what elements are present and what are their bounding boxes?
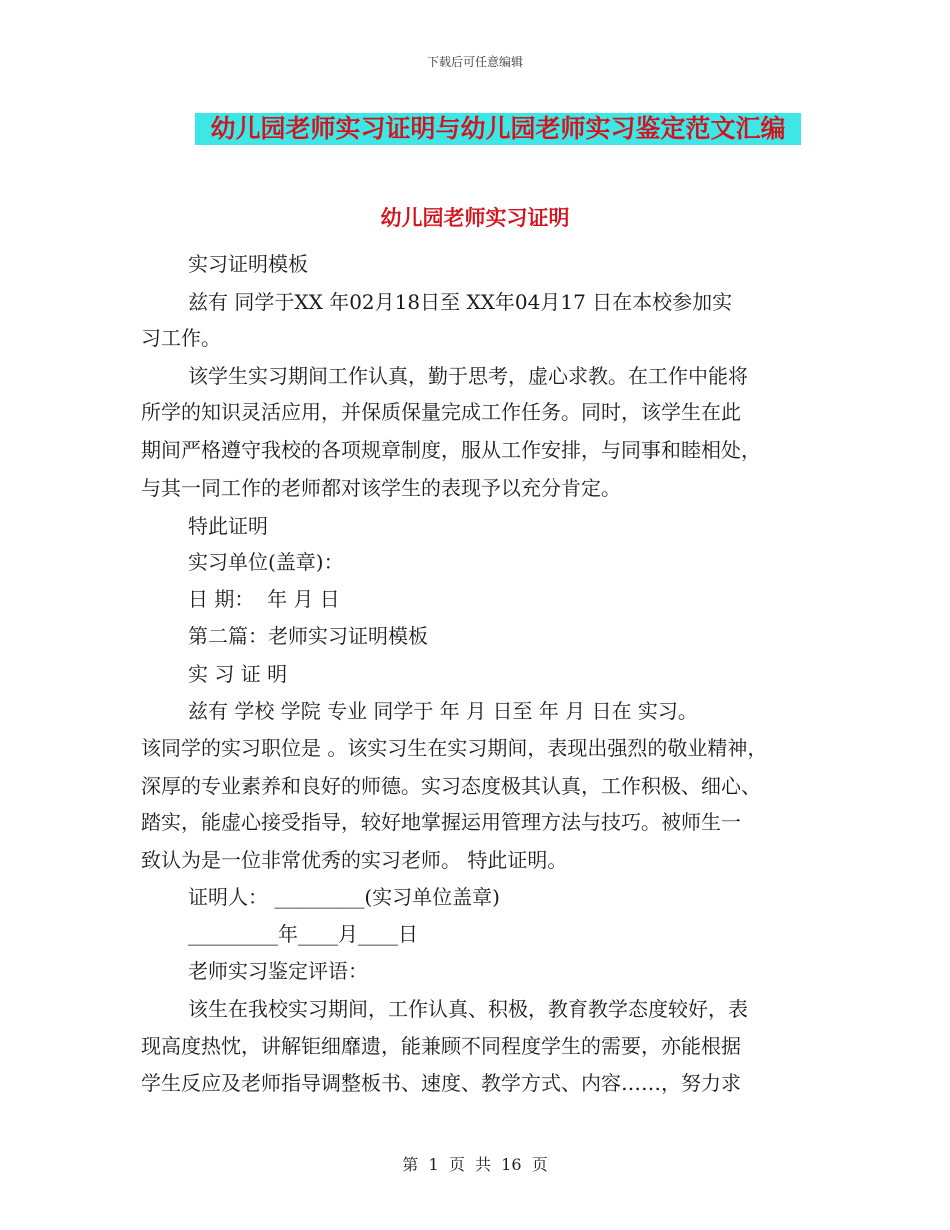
header-note: 下载后可任意编辑 xyxy=(426,55,523,69)
text-line: 老师实习鉴定评语： xyxy=(188,959,368,983)
text-line: 与其一同工作的老师都对该学生的表现予以充分肯定。 xyxy=(141,476,621,500)
document-title: 幼儿园老师实习证明与幼儿园老师实习鉴定范文汇编 xyxy=(195,113,801,145)
text-line: 该同学的实习职位是 。该实习生在实习期间，表现出强烈的敬业精神， xyxy=(141,736,768,760)
text-line: 实习证明模板 xyxy=(188,252,308,276)
text-line: 深厚的专业素养和良好的师德。实习态度极其认真，工作积极、细心、 xyxy=(141,774,761,798)
text-line: 证明人： _________(实习单位盖章) xyxy=(188,885,500,909)
page-footer: 第 1 页 共 16 页 xyxy=(402,1155,548,1174)
text-line: 特此证明 xyxy=(188,514,268,538)
text-line: 习工作。 xyxy=(141,326,221,350)
text-line: 第二篇：老师实习证明模板 xyxy=(188,624,428,648)
text-line: 该生在我校实习期间，工作认真、积极，教育教学态度较好，表 xyxy=(188,997,748,1021)
text-line: 兹有 学校 学院 专业 同学于 年 月 日至 年 月 日在 实习。 xyxy=(188,699,698,723)
text-line: 所学的知识灵活应用，并保质保量完成工作任务。同时，该学生在此 xyxy=(141,400,741,424)
text-line: 该学生实习期间工作认真，勤于思考，虚心求教。在工作中能将 xyxy=(188,364,748,388)
text-line: 现高度热忱，讲解钜细靡遗，能兼顾不同程度学生的需要，亦能根据 xyxy=(141,1034,741,1058)
text-line: 实 习 证 明 xyxy=(188,662,288,686)
section-title: 幼儿园老师实习证明 xyxy=(380,206,570,230)
text-line: 实习单位(盖章)： xyxy=(188,550,344,574)
text-line: 期间严格遵守我校的各项规章制度，服从工作安排，与同事和睦相处， xyxy=(141,438,761,462)
text-line: 兹有 同学于XX 年02月18日至 XX年04月17 日在本校参加实 xyxy=(188,290,733,314)
text-line: 踏实，能虚心接受指导，较好地掌握运用管理方法与技巧。被师生一 xyxy=(141,810,741,834)
text-line: _________年____月____日 xyxy=(188,922,418,946)
text-line: 学生反应及老师指导调整板书、速度、教学方式、内容……，努力求 xyxy=(141,1071,741,1095)
text-line: 致认为是一位非常优秀的实习老师。 特此证明。 xyxy=(141,848,568,872)
text-line: 日 期： 年 月 日 xyxy=(188,587,340,611)
